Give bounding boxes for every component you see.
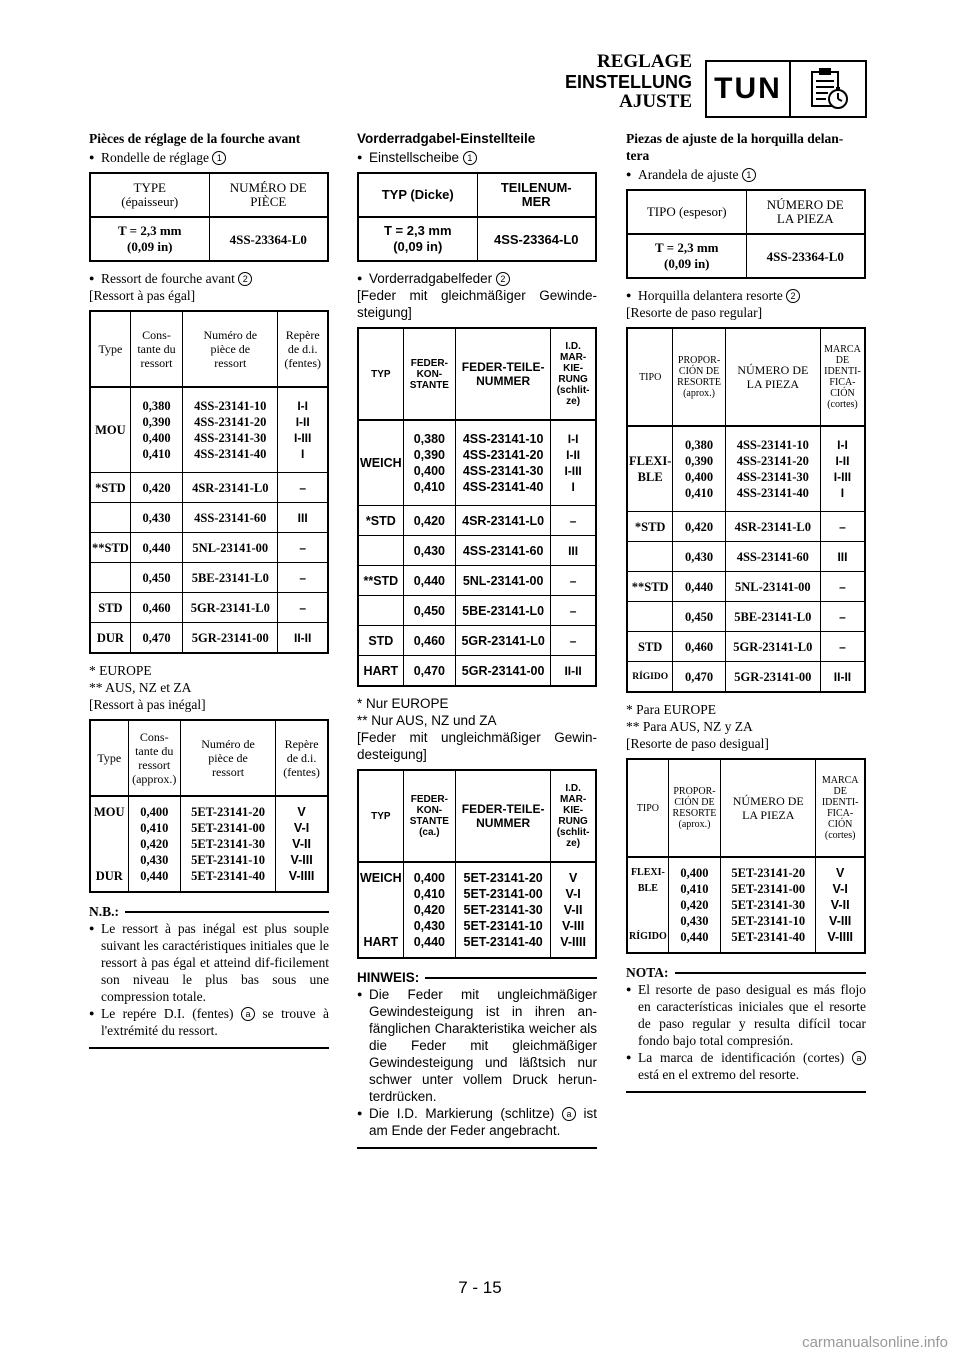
table-row [627, 662, 865, 693]
table-cell: 0,380 0,390 0,400 0,410 [403, 420, 455, 506]
section-badge [705, 60, 867, 118]
table-cell: 0,380 0,390 0,400 0,410 [673, 426, 725, 512]
clipboard-stopwatch-icon [791, 62, 865, 116]
table-header: NÚMERO DE LA PIEZA [721, 759, 816, 857]
note-label: NOTA: [626, 965, 669, 980]
table-cell [358, 596, 403, 626]
note-heading [626, 964, 866, 981]
table-header: FEDER-TEILE- NUMMER [456, 770, 551, 862]
table-cell: 0,450 [130, 563, 182, 593]
table-cell: 4SS-23141-10 4SS-23141-20 4SS-23141-30 4SS-23141-40 [725, 426, 820, 512]
uneven-spring-table [89, 719, 329, 893]
table-header: Cons- tante du ressort (approx.) [128, 720, 180, 796]
even-spring-label: [Resorte de paso regular] [626, 305, 763, 320]
table-cell: **STD [358, 566, 403, 596]
table-cell: III [820, 542, 865, 572]
footnote-europe: * Para EUROPE [626, 702, 716, 717]
table-cell: 0,460 [130, 593, 182, 623]
table-header: Cons- tante du ressort [130, 311, 182, 387]
bullet-spring [626, 287, 866, 304]
table-header: TIPO [627, 759, 668, 857]
table-header: FEDER- KON- STANTE [403, 328, 455, 420]
table-cell: 4SS-23141-10 4SS-23141-20 4SS-23141-30 4SS-23141-40 [456, 420, 551, 506]
note-label: HINWEIS: [357, 970, 420, 985]
table-header: Numéro de pièce de ressort [180, 720, 275, 796]
table-cell: WEICH [358, 420, 403, 506]
table-cell: 0,400 0,410 0,420 0,430 0,440 [128, 796, 180, 892]
table-cell: 0,440 [130, 533, 182, 563]
table-cell: 5BE-23141-L0 [725, 602, 820, 632]
table-header: TYP (Dicke) [358, 173, 477, 217]
table-row [627, 602, 865, 632]
table-cell: 4SS-23141-60 [725, 542, 820, 572]
table-cell: 0,430 [403, 536, 455, 566]
note-rule [675, 972, 867, 974]
table-row [358, 536, 596, 566]
note-label: N.B.: [89, 904, 119, 919]
note-text: La marca de identificación (cortes) [638, 1050, 845, 1065]
note-end-rule [357, 1147, 597, 1149]
table-cell: MOU DUR [90, 796, 128, 892]
header-title-fr: REGLAGE [596, 51, 692, 72]
table-cell: – [278, 563, 328, 593]
table-cell: I-I I-II I-III I [820, 426, 865, 512]
table-cell: 4SS-23364-L0 [209, 217, 328, 261]
table-cell: 4SS-23141-60 [183, 503, 278, 533]
table-header: PROPOR- CIÓN DE RESORTE (aprox.) [668, 759, 720, 857]
table-cell: 0,400 0,410 0,420 0,430 0,440 [668, 857, 720, 953]
note-item [357, 986, 597, 1105]
watermark: carmanualsonline.info [802, 1334, 948, 1351]
uneven-spring-label: [Feder mit ungleichmäßiger Gewin-desteigung] [357, 730, 597, 762]
table-header-row [358, 770, 596, 862]
note-heading [89, 903, 329, 920]
table-cell: – [551, 566, 596, 596]
note-rule [425, 977, 597, 979]
bullet-adjuster [89, 149, 329, 166]
footnote-europe: * EUROPE [89, 663, 152, 678]
footnote-aus: ** Para AUS, NZ y ZA [626, 719, 753, 734]
table-cell: STD [90, 593, 130, 623]
even-spring-label: [Feder mit gleichmäßiger Gewinde-steigung] [357, 288, 597, 320]
table-cell: – [278, 533, 328, 563]
table-header: TYP [358, 770, 403, 862]
note-rule [125, 911, 329, 913]
table-cell: 0,470 [130, 623, 182, 654]
table-cell: V V-I V-II V-III V-IIII [551, 862, 596, 958]
column-french [89, 130, 329, 1049]
table-cell: 4SS-23364-L0 [477, 217, 596, 261]
table-header: TIPO (espesor) [627, 190, 746, 234]
table-row [358, 420, 596, 506]
table-header: Repère de d.i. (fentes) [278, 311, 328, 387]
table-cell: T = 2,3 mm (0,09 in) [627, 234, 746, 278]
bullet-text: Rondelle de réglage [101, 150, 209, 165]
footnote-aus: ** Nur AUS, NZ und ZA [357, 713, 497, 728]
bullet-text: Vorderradgabelfeder [369, 271, 493, 286]
table-row [358, 626, 596, 656]
table-cell: – [551, 626, 596, 656]
table-cell: 0,470 [403, 656, 455, 687]
table-row [90, 533, 328, 563]
table-row [90, 796, 328, 892]
table-row [90, 593, 328, 623]
table-header: Repère de d.i. (fentes) [276, 720, 328, 796]
table-row [358, 566, 596, 596]
table-cell: II-II [820, 662, 865, 693]
uneven-spring-label: [Resorte de paso desigual] [626, 736, 769, 751]
table-cell: II-II [278, 623, 328, 654]
table-header: FEDER-TEILE- NUMMER [456, 328, 551, 420]
table-cell: – [278, 593, 328, 623]
table-cell: *STD [358, 506, 403, 536]
note-item [357, 1105, 597, 1139]
table-cell: **STD [627, 572, 673, 602]
table-cell: 4SS-23141-10 4SS-23141-20 4SS-23141-30 4SS-23141-40 [183, 387, 278, 473]
table-cell: T = 2,3 mm (0,09 in) [90, 217, 209, 261]
table-cell: 0,460 [673, 632, 725, 662]
even-spring-table [89, 310, 329, 654]
table-cell [90, 563, 130, 593]
ref-marker: 2 [238, 272, 252, 286]
table-row [90, 563, 328, 593]
ref-marker: 1 [463, 151, 477, 165]
page-number: 7 - 15 [458, 1278, 502, 1297]
table-cell: HART [358, 656, 403, 687]
table-cell: 0,440 [673, 572, 725, 602]
table-header: FEDER- KON- STANTE (ca.) [403, 770, 455, 862]
table-row [358, 506, 596, 536]
table-cell: II-II [551, 656, 596, 687]
table-row [627, 632, 865, 662]
table-header: MARCA DE IDENTI- FICA- CIÓN (cortes) [820, 328, 865, 426]
table-header-row [90, 311, 328, 387]
table-row [358, 596, 596, 626]
table-header: I.D. MAR- KIE- RUNG (schlit- ze) [551, 770, 596, 862]
table-header: Numéro de pièce de ressort [183, 311, 278, 387]
adjuster-table [626, 189, 866, 279]
table-cell: 5GR-23141-00 [725, 662, 820, 693]
header-title-de: EINSTELLUNG [564, 72, 692, 92]
table-header: MARCA DE IDENTI- FICA- CIÓN (cortes) [816, 759, 865, 857]
table-cell: 0,450 [403, 596, 455, 626]
table-cell: 5GR-23141-00 [456, 656, 551, 687]
table-cell: 4SR-23141-L0 [725, 512, 820, 542]
even-spring-table [357, 327, 597, 687]
table-cell: *STD [90, 473, 130, 503]
table-cell: – [551, 506, 596, 536]
table-cell: FLEXI- BLE RÍGIDO [627, 857, 668, 953]
table-cell: T = 2,3 mm (0,09 in) [358, 217, 477, 261]
table-cell: V V-I V-II V-III V-IIII [276, 796, 328, 892]
table-cell: 0,430 [130, 503, 182, 533]
uneven-spring-table [626, 758, 866, 954]
table-header: PROPOR- CIÓN DE RESORTE (aprox.) [673, 328, 725, 426]
note-text: ist am Ende der Feder angebracht. [369, 1106, 597, 1138]
table-cell: 4SR-23141-L0 [456, 506, 551, 536]
table-header: I.D. MAR- KIE- RUNG (schlit- ze) [551, 328, 596, 420]
header-title-es: AJUSTE [619, 91, 692, 112]
table-row [358, 656, 596, 687]
section-title: Piezas de ajuste de la horquilla delan-tera [626, 131, 844, 163]
ref-marker: a [562, 1107, 576, 1121]
uneven-spring-table [357, 769, 597, 959]
table-cell: 5BE-23141-L0 [456, 596, 551, 626]
table-cell: 0,400 0,410 0,420 0,430 0,440 [403, 862, 455, 958]
note-text: Die Feder mit ungleichmäßiger Gewindesteigung ist in ihren an-fänglichen Charakteristika weicher als die Feder mit gleichmäßiger Gewindesteigung und läßtsich nur schwer unter vollem Druck herun-terdrücken. [369, 987, 597, 1104]
table-cell: – [820, 632, 865, 662]
table-cell: 5GR-23141-L0 [183, 593, 278, 623]
table-cell: 0,420 [403, 506, 455, 536]
column-spanish [626, 130, 866, 1093]
table-cell: 0,380 0,390 0,400 0,410 [130, 387, 182, 473]
table-cell: 0,460 [403, 626, 455, 656]
table-header: TEILENUM- MER [477, 173, 596, 217]
table-cell: 0,420 [130, 473, 182, 503]
note-text: se trouve à l'extrémité du ressort. [101, 1006, 330, 1038]
note-end-rule [89, 1047, 329, 1049]
table-cell: **STD [90, 533, 130, 563]
table-header-row [358, 328, 596, 420]
note-item [89, 1005, 329, 1039]
table-row [627, 512, 865, 542]
ref-marker: a [852, 1051, 866, 1065]
table-cell: I-I I-II I-III I [278, 387, 328, 473]
table-cell: 0,450 [673, 602, 725, 632]
table-header: TYP [358, 328, 403, 420]
ref-marker: 1 [742, 168, 756, 182]
table-cell: 5BE-23141-L0 [183, 563, 278, 593]
table-cell [90, 503, 130, 533]
table-row [627, 857, 865, 953]
table-cell: 5ET-23141-20 5ET-23141-00 5ET-23141-30 5ET-23141-10 5ET-23141-40 [456, 862, 551, 958]
table-cell: FLEXI- BLE [627, 426, 673, 512]
table-cell: 0,420 [673, 512, 725, 542]
column-german [357, 130, 597, 1149]
note-item [89, 920, 329, 1005]
table-row [627, 542, 865, 572]
header-titles [565, 52, 692, 112]
ref-marker: 1 [212, 151, 226, 165]
table-row [90, 623, 328, 654]
table-cell: 0,470 [673, 662, 725, 693]
table-row [627, 572, 865, 602]
table-cell: 4SR-23141-L0 [183, 473, 278, 503]
table-header: NÚMERO DE LA PIEZA [746, 190, 865, 234]
table-cell: 5ET-23141-20 5ET-23141-00 5ET-23141-30 5ET-23141-10 5ET-23141-40 [180, 796, 275, 892]
table-cell: 0,440 [403, 566, 455, 596]
section-title: Vorderradgabel-Einstellteile [357, 131, 536, 146]
table-header-row [627, 328, 865, 426]
table-cell: V V-I V-II V-III V-IIII [816, 857, 865, 953]
table-header: Type [90, 311, 130, 387]
table-cell: 4SS-23364-L0 [746, 234, 865, 278]
bullet-text: Arandela de ajuste [638, 167, 739, 182]
table-header: Type [90, 720, 128, 796]
bullet-text: Horquilla delantera resorte [638, 288, 783, 303]
table-cell: III [551, 536, 596, 566]
bullet-adjuster [357, 149, 597, 166]
note-end-rule [626, 1091, 866, 1093]
table-cell: 5NL-23141-00 [456, 566, 551, 596]
adjuster-table [89, 172, 329, 262]
table-cell: 4SS-23141-60 [456, 536, 551, 566]
table-header: TYPE (épaisseur) [90, 173, 209, 217]
table-cell: – [551, 596, 596, 626]
table-row [90, 503, 328, 533]
table-row [90, 473, 328, 503]
table-cell: WEICH HART [358, 862, 403, 958]
table-cell: 5ET-23141-20 5ET-23141-00 5ET-23141-30 5ET-23141-10 5ET-23141-40 [721, 857, 816, 953]
bullet-text: Ressort de fourche avant [101, 271, 235, 286]
table-cell: 0,430 [673, 542, 725, 572]
table-header-row [627, 759, 865, 857]
table-cell: 5GR-23141-00 [183, 623, 278, 654]
adjuster-table [357, 172, 597, 262]
table-cell [627, 542, 673, 572]
note-heading [357, 969, 597, 986]
table-cell: 5NL-23141-00 [183, 533, 278, 563]
ref-marker: 2 [786, 289, 800, 303]
table-header: TIPO [627, 328, 673, 426]
even-spring-label: [Ressort à pas égal] [89, 288, 196, 303]
uneven-spring-label: [Ressort à pas inégal] [89, 697, 206, 712]
ref-marker: 2 [496, 272, 510, 286]
section-code: TUN [707, 62, 791, 116]
table-cell: 5GR-23141-L0 [725, 632, 820, 662]
note-text: Die I.D. Markierung (schlitze) [369, 1106, 555, 1121]
table-header-row [90, 720, 328, 796]
table-cell: STD [627, 632, 673, 662]
table-cell: I-I I-II I-III I [551, 420, 596, 506]
table-cell: – [820, 602, 865, 632]
table-cell: MOU [90, 387, 130, 473]
table-header: NÚMERO DE LA PIEZA [725, 328, 820, 426]
table-cell: DUR [90, 623, 130, 654]
table-cell [358, 536, 403, 566]
table-cell: 5NL-23141-00 [725, 572, 820, 602]
table-cell: – [820, 512, 865, 542]
footnote-aus: ** AUS, NZ et ZA [89, 680, 192, 695]
note-text: está en el extremo del resorte. [638, 1067, 800, 1082]
table-cell: RÍGIDO [627, 662, 673, 693]
note-text: Le ressort à pas inégal est plus souple suivant les caractéristiques initiales que le ressort à pas égal et atteind dif-ficilement son niveau le plus bas sous une compression totale. [101, 921, 329, 1004]
even-spring-table [626, 327, 866, 693]
table-row [627, 426, 865, 512]
table-cell: – [278, 473, 328, 503]
footnote-europe: * Nur EUROPE [357, 696, 449, 711]
bullet-text: Einstellscheibe [369, 150, 460, 165]
table-cell: III [278, 503, 328, 533]
bullet-spring [89, 270, 329, 287]
table-cell: *STD [627, 512, 673, 542]
table-row [358, 862, 596, 958]
table-row [90, 387, 328, 473]
section-title: Pièces de réglage de la fourche avant [89, 131, 301, 146]
bullet-spring [357, 270, 597, 287]
table-cell [627, 602, 673, 632]
note-text: El resorte de paso desigual es más flojo en características iniciales que el resorte de paso regular y resulta difícil tocar fondo bajo total compresión. [638, 982, 866, 1048]
table-cell: STD [358, 626, 403, 656]
table-cell: 5GR-23141-L0 [456, 626, 551, 656]
note-item [626, 1049, 866, 1083]
note-item [626, 981, 866, 1049]
note-text: Le repére D.I. (fentes) [101, 1006, 234, 1021]
ref-marker: a [241, 1007, 255, 1021]
bullet-adjuster [626, 166, 866, 183]
table-header: NUMÉRO DE PIÈCE [209, 173, 328, 217]
table-cell: – [820, 572, 865, 602]
